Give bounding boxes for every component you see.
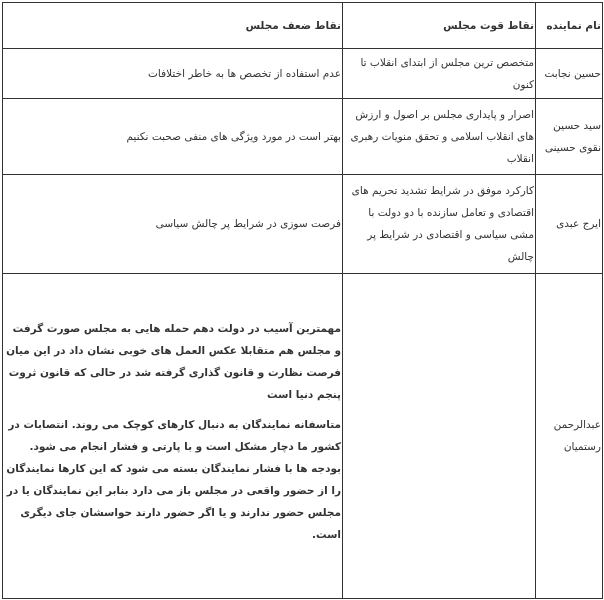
cell-strengths: متخصص ترین مجلس از ابتدای انقلاب تا کنون [343, 49, 536, 99]
weakness-paragraph-2: متاسفانه نمایندگان به دنبال کارهای کوچک می روند. انتصابات در کشور ما دچار مشکل است و با پارتی و فشار انجام می شود. بودجه ها با فشار نمایندگان بسته می شود که این کارها نمایندگان را از حضور واقعی در مجلس باز می دارد بنابر این نمایندگان یا در مجلس حضور ندارند و یا اگر حضور دارند حواسشان جای دیگری است. [6, 419, 341, 541]
cell-weaknesses: فرصت سوزی در شرایط پر چالش سیاسی [3, 175, 343, 274]
weakness-paragraph-1: مهمترین آسیب در دولت دهم حمله هایی به مجلس صورت گرفت و مجلس هم متقابلا عکس العمل های خوبی نشان داد در این میان فرصت نظارت و قانون گذاری گرفته شد در حالی که قانون ثروت پنجم دنیا است [6, 323, 341, 401]
representatives-table [2, 2, 603, 599]
table-row [3, 49, 603, 99]
cell-name: ایرج عبدی [536, 175, 603, 274]
cell-name: حسین نجابت [536, 49, 603, 99]
table-row [3, 99, 603, 175]
table-row [3, 175, 603, 274]
header-row [3, 3, 603, 49]
cell-weaknesses: عدم استفاده از تخصص ها به خاطر اختلافات [3, 49, 343, 99]
cell-name: عبدالرحمن رستمیان [536, 274, 603, 599]
header-strengths: نقاط قوت مجلس [343, 3, 536, 49]
cell-strengths [343, 274, 536, 599]
header-weaknesses: نقاط ضعف مجلس [3, 3, 343, 49]
header-name: نام نماینده [536, 3, 603, 49]
cell-strengths: کارکرد موفق در شرایط تشدید تحریم های اقتصادی و تعامل سازنده با دو دولت با مشی سیاسی و اقتصادی در شرایط پر چالش [343, 175, 536, 274]
cell-strengths: اصرار و پایداری مجلس بر اصول و ارزش های انقلاب اسلامی و تحقق منویات رهبری انقلاب [343, 99, 536, 175]
table-row [3, 274, 603, 599]
cell-weaknesses [3, 274, 343, 599]
cell-weaknesses: بهتر است در مورد ویژگی های منفی صحبت نکنیم [3, 99, 343, 175]
cell-name: سید حسین نقوی حسینی [536, 99, 603, 175]
